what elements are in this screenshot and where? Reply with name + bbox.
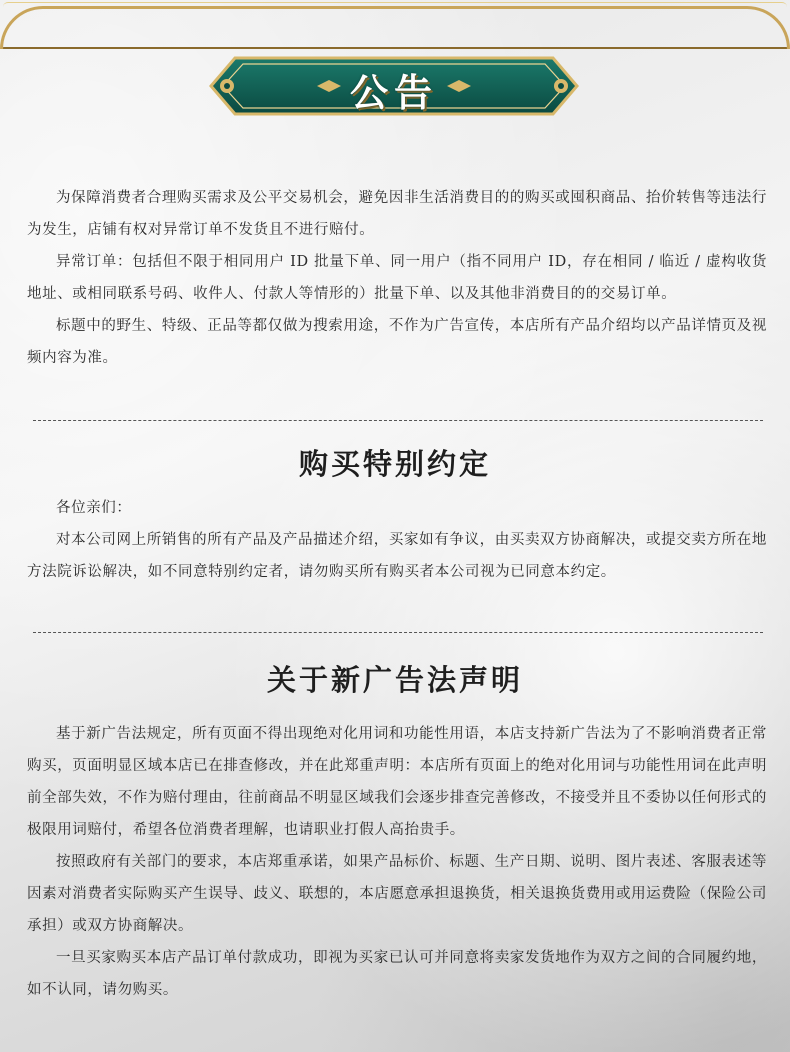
- ad-law-title: 关于新广告法声明: [266, 663, 523, 697]
- purchase-agreement-title: 购买特别约定: [298, 447, 491, 481]
- purchase-agreement-section: [27, 492, 767, 588]
- notice-paragraph-2: 异常订单：包括但不限于相同用户 ID 批量下单、同一用户（指不同用户 ID，存在相同 / 临近 / 虚构收货地址、或相同联系号码、收件人、付款人等情形的）批量下单、以及其他非消费目的的交易订单。: [27, 254, 767, 302]
- greeting: 各位亲们：: [56, 500, 132, 516]
- divider: [33, 420, 763, 421]
- purchase-agreement-paragraph: 对本公司网上所销售的所有产品及产品描述介绍，买家如有争议，由买卖双方协商解决，或提交卖方所在地方法院诉讼解决，如不同意特别约定者，请勿购买所有购买者本公司视为已同意本约定。: [27, 532, 767, 580]
- top-gold-frame: [0, 6, 790, 49]
- ad-law-paragraph-3: 一旦买家购买本店产品订单付款成功，即视为买家已认可并同意将卖家发货地作为双方之间的合同履约地，如不认同，请勿购买。: [27, 950, 767, 998]
- ad-law-paragraph-1: 基于新广告法规定，所有页面不得出现绝对化用词和功能性用语，本店支持新广告法为了不影响消费者正常购买，页面明显区域本店已在排查修改，并在此郑重声明：本店所有页面上的绝对化用词与功能性用词在此声明前全部失效，不作为赔付理由，往前商品不明显区域我们会逐步排查完善修改，不接受并且不委协以任何形式的极限用词赔付，希望各位消费者理解，也请职业打假人高抬贵手。: [27, 726, 767, 838]
- announcement-banner: [205, 52, 583, 120]
- ad-law-section: [27, 718, 767, 1006]
- divider: [33, 632, 763, 633]
- notice-paragraph-3: 标题中的野生、特级、正品等都仅做为搜索用途，不作为广告宣传，本店所有产品介绍均以产品详情页及视频内容为准。: [27, 318, 767, 366]
- notice-paragraph-1: 为保障消费者合理购买需求及公平交易机会，避免因非生活消费目的的购买或囤积商品、抬价转售等违法行为发生，店铺有权对异常订单不发货且不进行赔付。: [27, 190, 767, 238]
- notice-section: [27, 182, 767, 374]
- banner-title: 公告: [349, 70, 438, 115]
- ad-law-paragraph-2: 按照政府有关部门的要求，本店郑重承诺，如果产品标价、标题、生产日期、说明、图片表述、客服表述等因素对消费者实际购买产生误导、歧义、联想的，本店愿意承担退换货，相关退换货费用或用运费险（保险公司承担）或双方协商解决。: [27, 854, 767, 934]
